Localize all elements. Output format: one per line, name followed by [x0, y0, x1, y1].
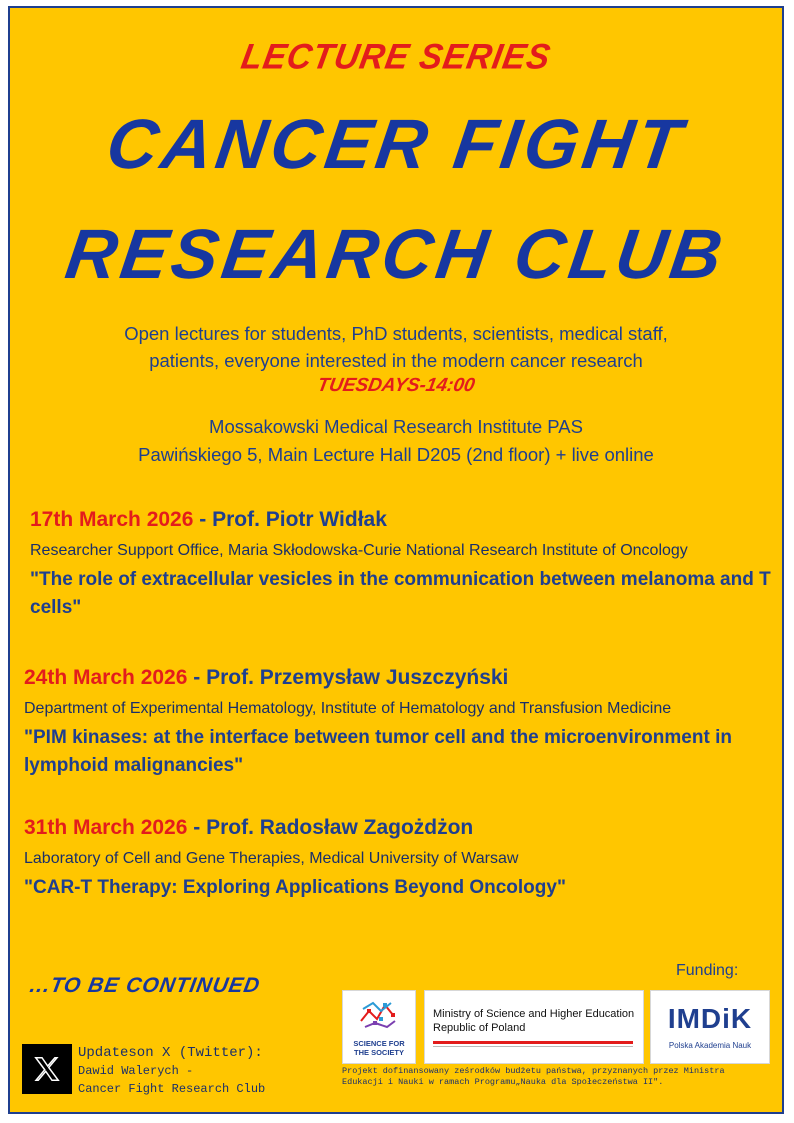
funding-label: Funding: — [676, 962, 739, 979]
lecture-topic: "PIM kinases: at the interface between tumor cell and the microenvironment in lymphoid malignancies" — [24, 727, 732, 776]
lecture-date: 17th March 2026 — [30, 508, 194, 531]
lecture-speaker: - Prof. Radosław Zagożdżon — [187, 816, 474, 839]
project-line-2: Edukacji i Nauki w ramach Programu„Nauka dla Społeczeństwa II". — [342, 1077, 664, 1087]
ministry-logo — [424, 990, 644, 1064]
imdik-name: IMDiK — [667, 1003, 753, 1034]
project-line-1: Projekt dofinansowany ześrodków budżetu państwa, przyznanych przez Ministra — [342, 1066, 725, 1076]
lecture-date: 31th March 2026 — [24, 816, 188, 839]
network-icon — [343, 991, 415, 1037]
venue — [10, 413, 782, 469]
ministry-grey-bar — [433, 1046, 633, 1047]
lecture-affiliation: Researcher Support Office, Maria Skłodowska-Curie National Research Institute of Oncology — [30, 542, 688, 559]
project-funding-note — [342, 1066, 762, 1088]
to-be-continued: ...TO BE CONTINUED — [28, 974, 263, 997]
sfts-line-2: THE SOCIETY — [353, 1048, 404, 1057]
lecture-affiliation: Department of Experimental Hematology, Institute of Hematology and Transfusion Medicine — [24, 700, 672, 717]
sfts-line-1: SCIENCE FOR — [353, 1039, 405, 1048]
lecture-3 — [24, 814, 779, 902]
x-icon — [32, 1054, 62, 1084]
schedule-label: TUESDAYS-14:00 — [315, 375, 477, 396]
lecture-2 — [24, 664, 779, 780]
intro-line-1: Open lectures for students, PhD students, scientists, medical staff, — [124, 323, 668, 344]
lecture-topic: "CAR-T Therapy: Exploring Applications Beyond Oncology" — [24, 877, 566, 898]
lecture-speaker: - Prof. Przemysław Juszczyński — [187, 666, 509, 689]
lecture-date: 24th March 2026 — [24, 666, 188, 689]
lecture-topic: "The role of extracellular vesicles in the communication between melanoma and T cells" — [30, 569, 771, 618]
lecture-affiliation: Laboratory of Cell and Gene Therapies, Medical University of Warsaw — [24, 850, 519, 867]
lecture-header — [24, 664, 779, 692]
x-account-info — [78, 1044, 265, 1098]
sfts-text — [343, 1039, 415, 1057]
lecture-speaker: - Prof. Piotr Widłak — [193, 508, 387, 531]
venue-line-1: Mossakowski Medical Research Institute PAS — [209, 416, 583, 437]
intro-line-2: patients, everyone interested in the modern cancer research — [149, 350, 643, 371]
poster — [8, 6, 784, 1114]
imdik-logo — [650, 990, 770, 1064]
science-for-society-logo — [342, 990, 416, 1064]
imdik-subtitle: Polska Akademia Nauk — [668, 1041, 752, 1050]
ministry-red-bar — [433, 1041, 633, 1044]
series-label: LECTURE SERIES — [238, 37, 554, 77]
ministry-line-2: Republic of Poland — [433, 1022, 526, 1034]
lecture-1 — [30, 506, 784, 622]
x-logo[interactable] — [22, 1044, 72, 1094]
x-account-club: Cancer Fight Research Club — [78, 1082, 266, 1096]
x-account-name: Dawid Walerych - — [78, 1064, 194, 1078]
title-line-2: RESEARCH CLUB — [61, 215, 731, 293]
ministry-text — [433, 1007, 634, 1035]
x-title: Updateson X (Twitter): — [78, 1045, 263, 1061]
lecture-header — [24, 814, 779, 842]
title-line-1: CANCER FIGHT — [102, 105, 690, 183]
lecture-header — [30, 506, 784, 534]
venue-line-2: Pawińskiego 5, Main Lecture Hall D205 (2nd floor) + live online — [138, 444, 654, 465]
intro-text — [10, 320, 782, 398]
ministry-line-1: Ministry of Science and Higher Education — [433, 1008, 635, 1020]
